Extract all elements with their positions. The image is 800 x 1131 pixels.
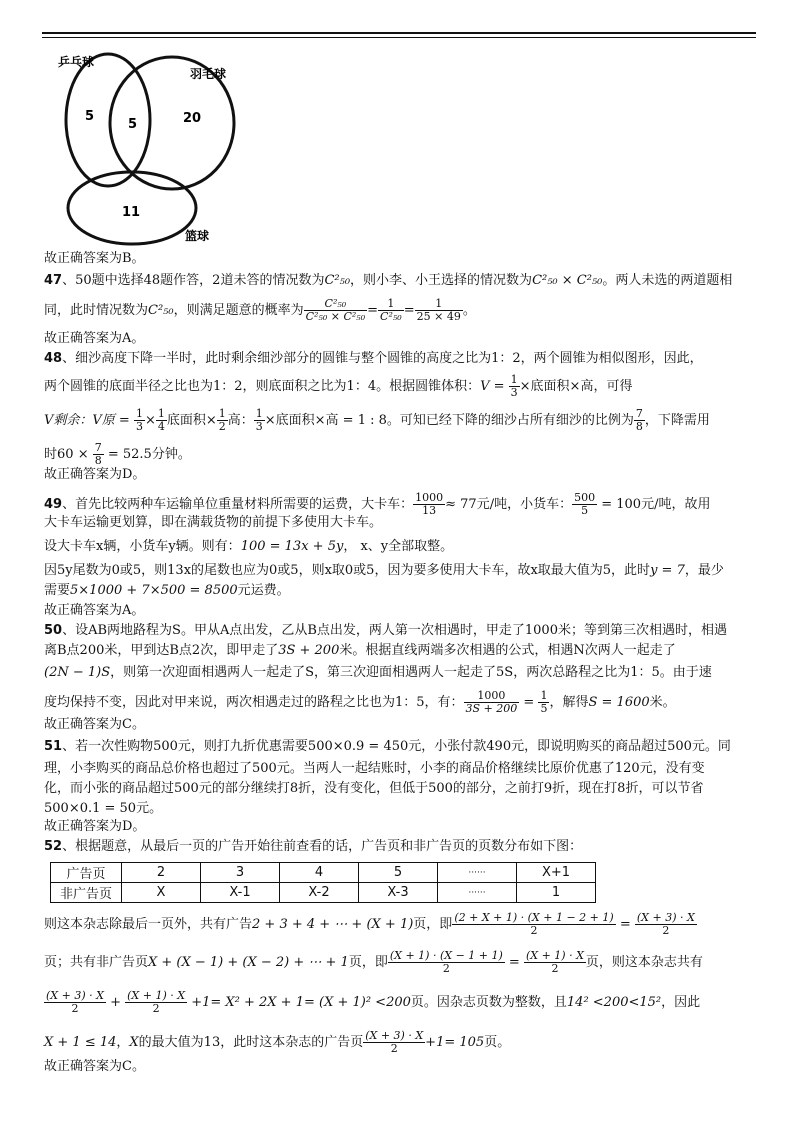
answer-line: 故正确答案为A。 (44, 331, 145, 346)
q48-line-2: 两个圆锥的底面半径之比也为1：2，则底面积之比为1：4。根据圆锥体积：V = $\frac{1}{3}$ ×底面积×高，可得 (44, 373, 633, 399)
table-cell: 2 (122, 863, 201, 883)
table-cell: 广告页 (51, 863, 122, 883)
q51-line-2: 理，小李购买的商品总价格也超过了500元。当两人一起结账时，小李的商品价格继续比原价优惠了120元，没有变 (44, 761, 705, 776)
q50-line-3: (2N − 1)S，则第一次迎面相遇两人一起走了S，第三次迎面相遇两人一起走了5S，两次总路程之比为1：5。由于速 (44, 665, 712, 680)
q50-line-4: 度均保持不变，因此对甲来说，两次相遇走过的路程之比也为1：5，有： $\frac{1000}{3S + 200}$ = $\frac{1}{5}$ ，解得S = 1600米。 (44, 689, 676, 715)
table-cell: X-2 (280, 883, 359, 903)
q47-line-2: 同，此时情况数为C²₅₀，则满足题意的概率为 $\frac{\text{C²₅₀}}{\text{C²₅₀ × C²₅₀}}$ = $\frac{1}{\text{C²₅₀}}$ = $\frac{1}{25 \times 49}$ 。 (44, 297, 476, 323)
answer-line: 故正确答案为C。 (44, 1059, 145, 1074)
value-basketball-only: 11 (122, 205, 141, 220)
table-cell: X-3 (359, 883, 438, 903)
table-cell: 5 (359, 863, 438, 883)
q51-line-1: 51、若一次性购物500元，则打九折优惠需要500×0.9 = 450元，小张付款490元，即说明购买的商品超过500元。同 (44, 739, 731, 754)
q52-line-1: 52、根据题意，从最后一页的广告开始往前查看的话，广告页和非广告页的页数分布如下图： (44, 839, 583, 854)
q48-line-4: 时60 × $\frac{7}{8}$ = 52.5分钟。 (44, 441, 191, 467)
table-cell: 非广告页 (51, 883, 122, 903)
value-badminton-only: 20 (183, 111, 202, 126)
table-cell: X-1 (201, 883, 280, 903)
page-distribution-table (50, 862, 596, 903)
label-badminton: 羽毛球 (190, 67, 227, 81)
table-cell: ······ (438, 863, 517, 883)
q50-line-1: 50、设AB两地路程为S。甲从A点出发，乙从B点出发，两人第一次相遇时，甲走了1000米；等到第三次相遇时，相遇 (44, 623, 727, 638)
value-pingpong-badminton: 5 (128, 117, 138, 132)
table-cell: 3 (201, 863, 280, 883)
answer-line: 故正确答案为C。 (44, 717, 145, 732)
table-cell: 4 (280, 863, 359, 883)
q49-line-2: 大卡车运输更划算，即在满载货物的前提下多使用大卡车。 (44, 515, 383, 530)
q51-line-4: 500×0.1 = 50元。 (44, 801, 163, 816)
q51-line-3: 化，而小张的商品超过500元的部分继续打8折，没有变化，但低于500的部分，之前打9折，现在打8折，可以节省 (44, 781, 704, 796)
pingpong-circle (66, 54, 150, 186)
q49-line-3: 设大卡车x辆，小货车y辆。则有：100 = 13x + 5y， x、y全部取整。 (44, 539, 454, 554)
q49-line-5: 需要5×1000 + 7×500 = 8500元运费。 (44, 583, 290, 598)
q47-line-1: 47、50题中选择48题作答，2道未答的情况数为C²₅₀，则小李、小王选择的情况数为C²₅₀ × C²₅₀。两人未选的两道题相 (44, 273, 733, 288)
table-row (51, 883, 596, 903)
table-cell: ······ (438, 883, 517, 903)
table-cell: X+1 (517, 863, 596, 883)
table-row (51, 863, 596, 883)
answer-line: 故正确答案为D。 (44, 819, 146, 834)
q52-line-2: 则这本杂志除最后一页外，共有广告2 + 3 + 4 + ⋯ + (X + 1)页，即 $\frac{(2 + X + 1) \cdot (X + 1 - 2 + 1)}{2}$ = $\frac{(X + 3) \cdot X}{2}$ (44, 911, 695, 937)
table-cell: X (122, 883, 201, 903)
q52-line-4: $\frac{(X + 3) \cdot X}{2}$ + $\frac{(X + 1) \cdot X}{2}$ +1= X² + 2X + 1= (X + 1)² <200页。因杂志页数为整数，且14² <200<15²，因此 (46, 989, 701, 1015)
q49-line-4: 因5y尾数为0或5，则13x的尾数也应为0或5，则x取0或5，因为要多使用大卡车，故x取最大值为5，此时y = 7，最少 (44, 563, 724, 578)
q48-line-1: 48、细沙高度下降一半时，此时剩余细沙部分的圆锥与整个圆锥的高度之比为1：2，两个圆锥为相似图形，因此， (44, 351, 703, 366)
q52-line-3: 页；共有非广告页X + (X − 1) + (X − 2) + ⋯ + 1页，即 $\frac{(X + 1) \cdot (X - 1 + 1)}{2}$ = $\frac{(X + 1) \cdot X}{2}$ 页，则这本杂志共有 (44, 949, 703, 975)
label-basketball: 篮球 (185, 229, 210, 243)
q50-line-2: 离B点200米，甲到达B点2次，即甲走了3S + 200米。根据直线两端多次相遇的公式，相遇N次两人一起走了 (44, 643, 676, 658)
venn-diagram (40, 48, 250, 248)
q49-line-1: 49、首先比较两种车运输单位重量材料所需要的运费，大卡车： $\frac{1000}{13}$ ≈ 77元/吨，小货车： $\frac{500}{5}$ = 100元/吨，故用 (44, 491, 711, 517)
value-pingpong-only: 5 (85, 109, 95, 124)
q52-line-5: X + 1 ≤ 14，X的最大值为13，此时这本杂志的广告页 $\frac{(X + 3) \cdot X}{2}$ +1= 105页。 (44, 1029, 511, 1055)
table-cell: 1 (517, 883, 596, 903)
answer-line: 故正确答案为A。 (44, 603, 145, 618)
header-rule-thick (42, 32, 756, 34)
label-pingpong: 乒乓球 (58, 55, 95, 69)
answer-line: 故正确答案为B。 (44, 251, 145, 266)
q47-number: 47 (44, 273, 63, 288)
answer-line: 故正确答案为D。 (44, 467, 146, 482)
header-rule-thin (42, 37, 756, 38)
q48-line-3: V剩余：V原 = $\frac{1}{3}$ × $\frac{1}{4}$ 底面积× $\frac{1}{2}$ 高： $\frac{1}{3}$ ×底面积×高 = 1 : 8。可知已经下降的细沙占所有细沙的比例为 $\frac{7}{8}$ ，下降需用 (44, 407, 710, 433)
